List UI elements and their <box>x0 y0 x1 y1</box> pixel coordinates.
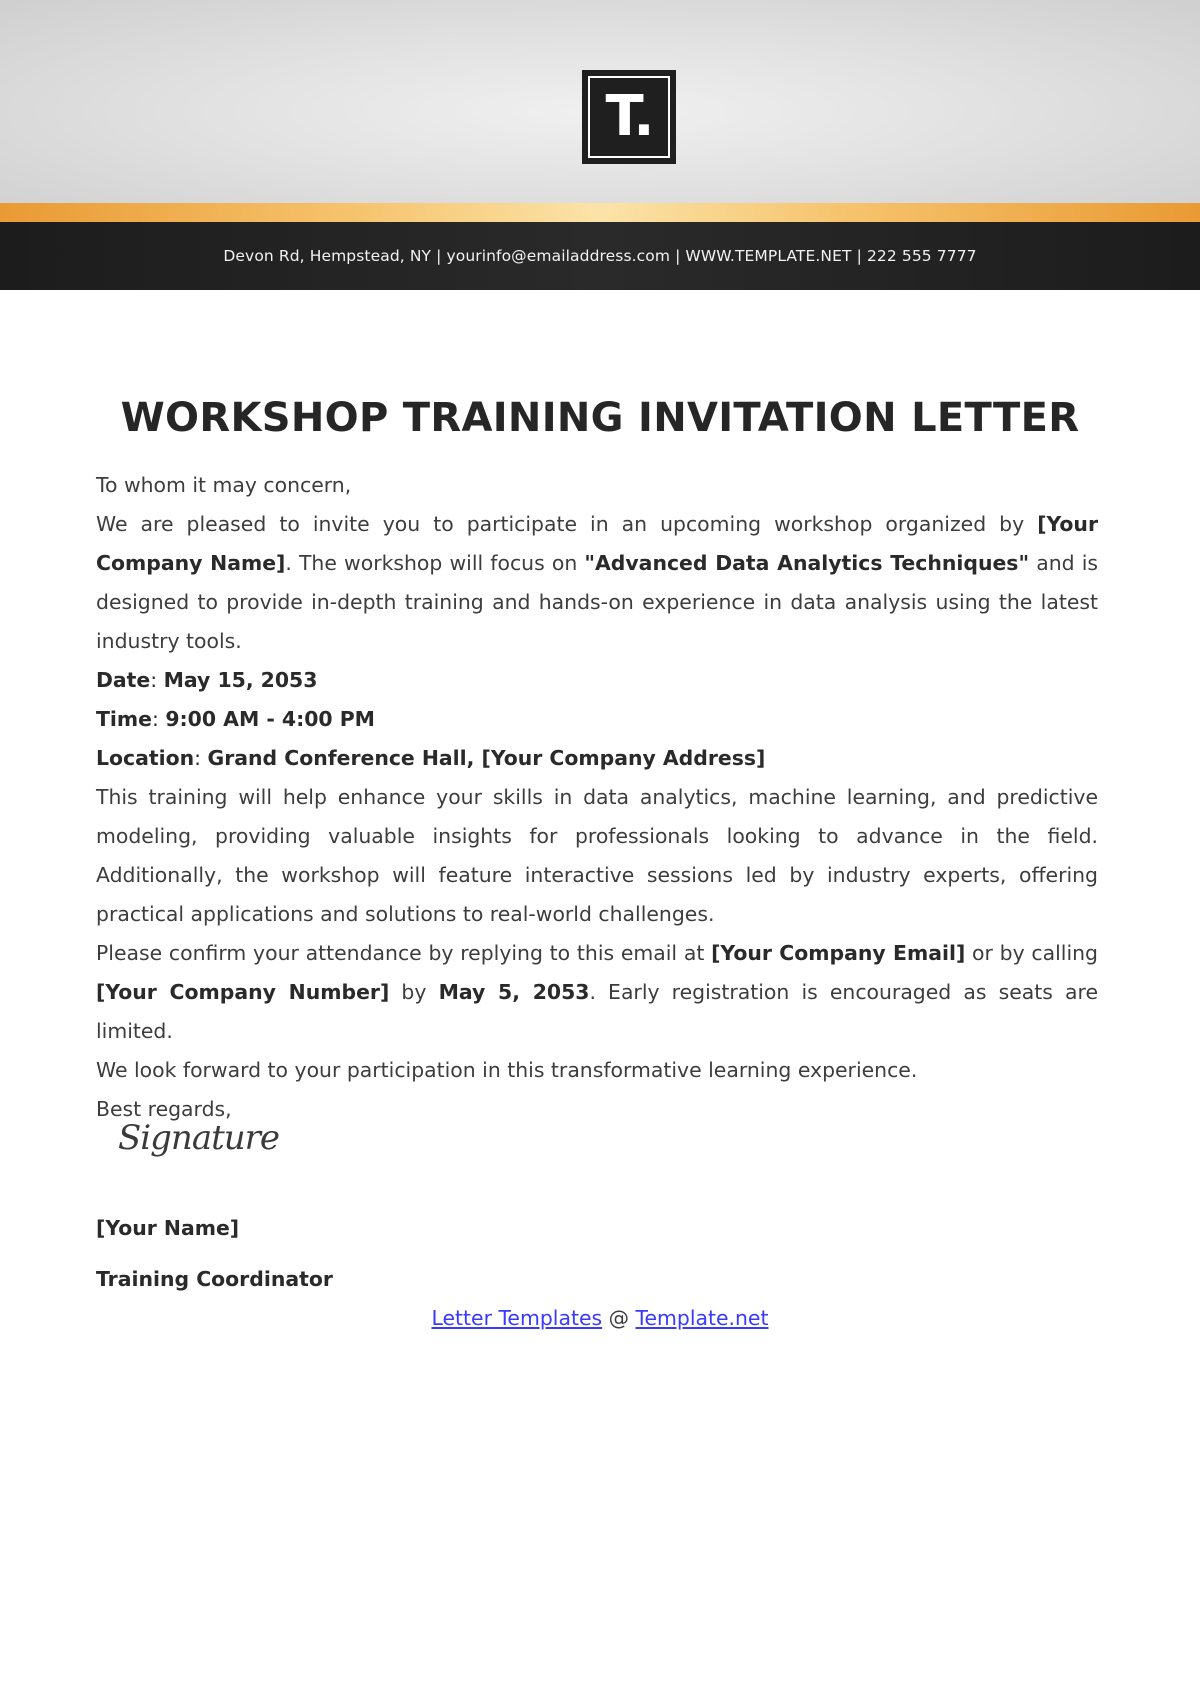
time-value: 9:00 AM - 4:00 PM <box>165 707 375 731</box>
time-label: Time <box>96 707 152 731</box>
workshop-topic: "Advanced Data Analytics Techniques" <box>584 551 1030 575</box>
rsvp-deadline: May 5, 2053 <box>438 980 590 1004</box>
letter-templates-link[interactable]: Letter Templates <box>431 1306 603 1330</box>
contact-bar <box>0 222 1200 290</box>
separator: : <box>150 668 164 692</box>
letterhead-banner <box>0 0 1200 203</box>
benefits-paragraph: This training will help enhance your skills in data analytics, machine learning, and predictive modeling, providing valuable insights for professionals looking to advance in the field. Additionally, the workshop will feature interactive sessions led by industry experts, offering practical applications and solutions to real-world challenges. <box>96 785 1098 926</box>
company-name-placeholder: [Your Company Name] <box>96 512 1098 575</box>
location-line <box>96 739 1098 778</box>
contact-info: Devon Rd, Hempstead, NY | yourinfo@emailaddress.com | WWW.TEMPLATE.NET | 222 555 7777 <box>223 247 977 265</box>
company-logo <box>582 70 676 164</box>
date-line <box>96 661 1098 700</box>
time-line <box>96 700 1098 739</box>
text-run: or by calling <box>965 941 1098 965</box>
signature: Signature <box>118 1118 280 1158</box>
template-net-link[interactable]: Template.net <box>635 1306 769 1330</box>
logo-letter: T. <box>588 76 670 158</box>
location-value: Grand Conference Hall, [Your Company Address] <box>207 746 766 770</box>
text-run: . Early registration is encouraged as seats are limited. <box>96 980 1098 1043</box>
closing-salutation: Best regards, <box>96 1097 232 1121</box>
letter-body <box>96 466 1098 1129</box>
text-run: . The workshop will focus on <box>285 551 585 575</box>
location-label: Location <box>96 746 195 770</box>
company-number-placeholder: [Your Company Number] <box>96 980 390 1004</box>
text-run: by <box>389 980 439 1004</box>
text-run: We are pleased to invite you to participate in an upcoming workshop organized by <box>96 512 1038 536</box>
date-value: May 15, 2053 <box>163 668 318 692</box>
intro-paragraph <box>96 505 1098 661</box>
accent-stripe <box>0 203 1200 222</box>
date-label: Date <box>96 668 151 692</box>
separator: : <box>151 707 166 731</box>
closing-sentence: We look forward to your participation in this transformative learning experience. <box>96 1058 918 1082</box>
rsvp-paragraph <box>96 934 1098 1051</box>
separator: : <box>194 746 208 770</box>
footer-credit <box>0 1306 1200 1330</box>
text-run: and is designed to provide in-depth training and hands-on experience in data analysis using the latest industry tools. <box>96 551 1099 653</box>
footer-separator: @ <box>602 1306 636 1330</box>
company-email-placeholder: [Your Company Email] <box>711 941 966 965</box>
letter-title: WORKSHOP TRAINING INVITATION LETTER <box>120 395 1080 441</box>
sender-name: [Your Name] <box>96 1216 240 1240</box>
greeting: To whom it may concern, <box>96 473 352 497</box>
sender-title: Training Coordinator <box>96 1267 333 1291</box>
text-run: Please confirm your attendance by replying to this email at <box>96 941 712 965</box>
